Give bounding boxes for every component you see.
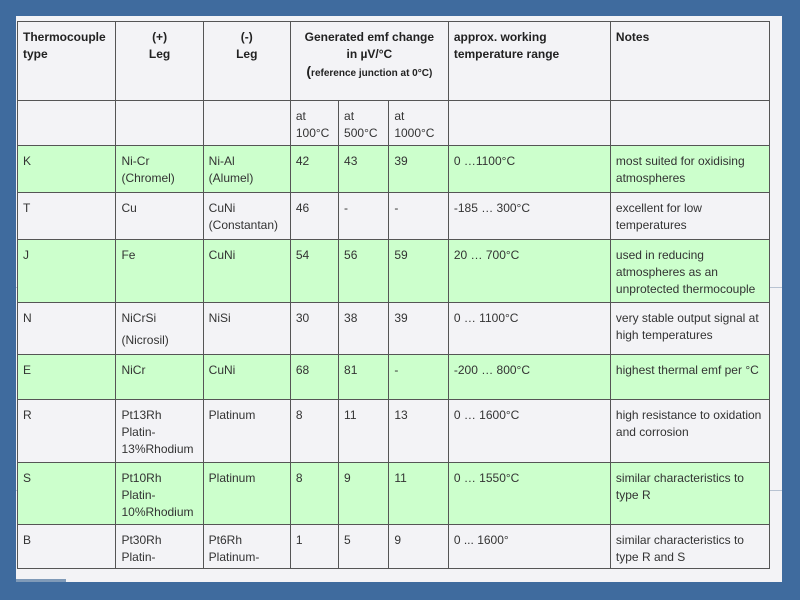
header-emf-line2: in µV/°C: [346, 47, 393, 61]
pos-leg-line: Platin-: [121, 488, 156, 502]
header-range: [448, 22, 610, 101]
cell-emf-500: 5: [339, 525, 389, 569]
cell-emf-1000: -: [389, 193, 449, 240]
cell-emf-1000: 59: [389, 240, 449, 303]
cell-pos-leg: [116, 193, 203, 240]
cell-range: 0 … 1550°C: [448, 463, 610, 525]
pos-leg-line: NiCrSi: [121, 311, 157, 325]
cell-emf-100: 8: [290, 463, 338, 525]
cell-emf-1000: 9: [389, 525, 449, 569]
subheader-temp: 1000°C: [394, 126, 435, 140]
header-emf-ref-paren: (: [306, 63, 312, 79]
cell-emf-500: 81: [339, 355, 389, 400]
cell-neg-leg: [203, 463, 290, 525]
cell-notes: used in reducing atmospheres as an unprotected thermocouple: [610, 240, 769, 303]
header-pos-leg-word: Leg: [148, 47, 171, 61]
pos-leg-line: 13%Rhodium: [121, 442, 194, 456]
table-row: [18, 303, 770, 355]
subheader-empty: [448, 101, 610, 146]
cell-emf-500: 9: [339, 463, 389, 525]
cell-emf-500: 56: [339, 240, 389, 303]
header-pos-leg-sign: (+): [152, 30, 168, 44]
subheader-empty: [610, 101, 769, 146]
cell-emf-100: 1: [290, 525, 338, 569]
table-row: [18, 240, 770, 303]
table-row: [18, 525, 770, 569]
cell-emf-1000: 39: [389, 146, 449, 193]
subheader-at: at: [295, 109, 306, 123]
table-row: [18, 146, 770, 193]
cell-emf-100: 54: [290, 240, 338, 303]
pos-leg-line: (Chromel): [121, 171, 175, 185]
cell-emf-100: 8: [290, 400, 338, 463]
cell-emf-1000: 39: [389, 303, 449, 355]
cell-range: 0 … 1100°C: [448, 303, 610, 355]
neg-leg-line: Ni-Al: [208, 154, 235, 168]
cell-type: T: [18, 193, 116, 240]
pos-leg-line: Pt13Rh: [121, 408, 162, 422]
pos-leg-line: 10%Rhodium: [121, 505, 194, 519]
subheader-500c: [339, 101, 389, 146]
pos-leg-line: Platin-: [121, 550, 156, 564]
cell-neg-leg: [203, 525, 290, 569]
subheader-empty: [18, 101, 116, 146]
cell-emf-100: 46: [290, 193, 338, 240]
cell-neg-leg: [203, 193, 290, 240]
cell-pos-leg: [116, 400, 203, 463]
table-row: [18, 355, 770, 400]
cell-type: K: [18, 146, 116, 193]
cell-neg-leg: [203, 400, 290, 463]
table-row: [18, 400, 770, 463]
cell-neg-leg: [203, 240, 290, 303]
subheader-at: at: [394, 109, 405, 123]
cell-notes: excellent for low temperatures: [610, 193, 769, 240]
pos-leg-line: NiCr: [121, 363, 146, 377]
table-row: [18, 193, 770, 240]
cell-type: S: [18, 463, 116, 525]
subheader-temp: 500°C: [344, 126, 378, 140]
neg-leg-line: CuNi: [208, 363, 236, 377]
cell-neg-leg: [203, 355, 290, 400]
cell-emf-500: 11: [339, 400, 389, 463]
neg-leg-line: (Alumel): [208, 171, 254, 185]
header-neg-leg-word: Leg: [236, 47, 258, 61]
cell-pos-leg: [116, 355, 203, 400]
cell-range: 0 …1100°C: [448, 146, 610, 193]
header-neg-leg: [203, 22, 290, 101]
header-emf: [290, 22, 448, 101]
pos-leg-line: Ni-Cr: [121, 154, 150, 168]
pos-leg-line: Pt30Rh: [121, 533, 162, 547]
table-subheader-row: [18, 101, 770, 146]
cell-range: 20 … 700°C: [448, 240, 610, 303]
cell-emf-100: 68: [290, 355, 338, 400]
cell-type: E: [18, 355, 116, 400]
cell-neg-leg: [203, 303, 290, 355]
subheader-100c: [290, 101, 338, 146]
subheader-1000c: [389, 101, 449, 146]
cell-pos-leg: [116, 303, 203, 355]
slide-corner-bar: [16, 579, 66, 582]
cell-range: 0 … 1600°C: [448, 400, 610, 463]
cell-notes: high resistance to oxidation and corrosion: [610, 400, 769, 463]
header-emf-line1: Generated emf change: [304, 30, 435, 44]
neg-leg-line: Platinum-: [208, 550, 260, 564]
cell-range: -200 … 800°C: [448, 355, 610, 400]
table-header-row: [18, 22, 770, 101]
cell-emf-1000: 11: [389, 463, 449, 525]
header-type: [18, 22, 116, 101]
cell-emf-100: 30: [290, 303, 338, 355]
cell-type: R: [18, 400, 116, 463]
cell-notes: most suited for oxidising atmospheres: [610, 146, 769, 193]
cell-notes: very stable output signal at high temperatures: [610, 303, 769, 355]
cell-emf-100: 42: [290, 146, 338, 193]
header-type-label: Thermocouple type: [23, 30, 106, 61]
cell-emf-1000: 13: [389, 400, 449, 463]
cell-range: 0 ... 1600°: [448, 525, 610, 569]
table-row: [18, 463, 770, 525]
cell-pos-leg: [116, 146, 203, 193]
cell-pos-leg: [116, 240, 203, 303]
header-emf-ref: reference junction at 0°C): [311, 68, 433, 79]
header-pos-leg: [116, 22, 203, 101]
neg-leg-line: CuNi: [208, 248, 236, 262]
cell-pos-leg: [116, 463, 203, 525]
header-notes: [610, 22, 769, 101]
cell-emf-500: 38: [339, 303, 389, 355]
subheader-temp: 100°C: [295, 126, 330, 140]
neg-leg-line: (Constantan): [208, 218, 279, 232]
pos-leg-line: Fe: [121, 248, 136, 262]
cell-emf-500: 43: [339, 146, 389, 193]
neg-leg-line: Pt6Rh: [208, 533, 243, 547]
cell-range: -185 … 300°C: [448, 193, 610, 240]
subheader-empty: [203, 101, 290, 146]
cell-type: J: [18, 240, 116, 303]
pos-leg-line: Pt10Rh: [121, 471, 162, 485]
neg-leg-line: CuNi: [208, 201, 236, 215]
pos-leg-line: (Nicrosil): [121, 333, 169, 347]
neg-leg-line: NiSi: [208, 311, 231, 325]
pos-leg-line: Cu: [121, 201, 137, 215]
pos-leg-line: Platin-: [121, 425, 156, 439]
header-range-label: approx. working temperature range: [453, 30, 560, 61]
subheader-at: at: [344, 109, 355, 123]
neg-leg-line: Platinum: [208, 408, 256, 422]
header-neg-leg-sign: (-): [240, 30, 253, 44]
thermocouple-table: [17, 21, 770, 569]
header-notes-label: Notes: [615, 30, 650, 44]
cell-emf-1000: -: [389, 355, 449, 400]
cell-type: B: [18, 525, 116, 569]
cell-pos-leg: [116, 525, 203, 569]
cell-notes: highest thermal emf per °C: [610, 355, 769, 400]
cell-neg-leg: [203, 146, 290, 193]
cell-emf-500: -: [339, 193, 389, 240]
subheader-empty: [116, 101, 203, 146]
cell-type: N: [18, 303, 116, 355]
neg-leg-line: Platinum: [208, 471, 256, 485]
cell-notes: similar characteristics to type R: [610, 463, 769, 525]
cell-notes: similar characteristics to type R and S: [610, 525, 769, 569]
